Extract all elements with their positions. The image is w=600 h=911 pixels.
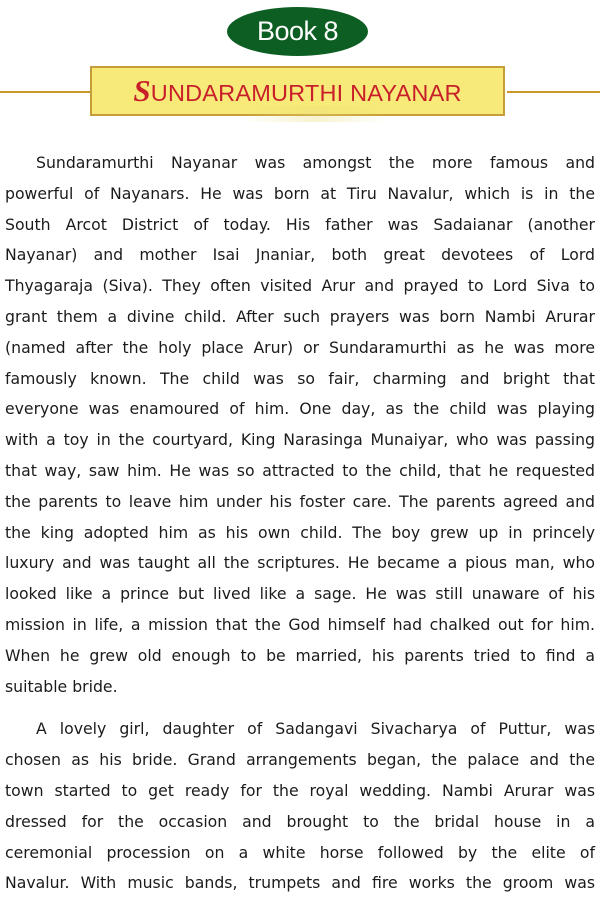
- text-line: dressed for the occasion and brought to the bridal house in a: [5, 811, 595, 831]
- text-line: (named after the holy place Arur) or Sundaramurthi as he was more: [5, 337, 595, 357]
- title-rule-right: [507, 91, 600, 93]
- paragraph-2: [5, 714, 595, 899]
- chapter-title: SUNDARAMURTHI NAYANAR: [133, 73, 462, 108]
- paragraph-1: [5, 148, 595, 702]
- text-line: Nayanar) and mother Isai Jnaniar, both great devotees of Lord: [5, 245, 595, 265]
- title-rule-left: [0, 91, 90, 93]
- text-line: ceremonial procession on a white horse followed by the elite of: [5, 842, 595, 862]
- text-line: everyone was enamoured of him. One day, as the child was playing: [5, 399, 595, 419]
- text-line: town started to get ready for the royal wedding. Nambi Arurar was: [5, 780, 595, 800]
- text-line: with a toy in the courtyard, King Narasinga Munaiyar, who was passing: [5, 430, 595, 450]
- title-ghost-reflection: [240, 106, 390, 122]
- text-line: famously known. The child was so fair, charming and bright that: [5, 368, 595, 388]
- text-line: Sundaramurthi Nayanar was amongst the more famous and: [36, 153, 595, 172]
- text-line: luxury and was taught all the scriptures. He became a pious man, who: [5, 553, 595, 573]
- text-line: grant them a divine child. After such prayers was born Nambi Arurar: [5, 306, 595, 326]
- text-line: South Arcot District of today. His father was Sadaianar (another: [5, 214, 595, 234]
- text-line: the king adopted him as his own child. The boy grew up in princely: [5, 522, 595, 542]
- book-number-label: Book 8: [256, 16, 339, 46]
- book-number-badge: [227, 7, 368, 56]
- text-line: Thyagaraja (Siva). They often visited Arur and prayed to Lord Siva to: [5, 276, 595, 296]
- text-line: looked like a prince but lived like a sage. He was still unaware of his: [5, 584, 595, 604]
- text-line: A lovely girl, daughter of Sadangavi Sivacharya of Puttur, was: [36, 719, 595, 739]
- text-line: mission in life, a mission that the God himself had chalked out for him.: [5, 614, 595, 634]
- text-line: suitable bride.: [5, 676, 118, 696]
- text-line: Navalur. With music bands, trumpets and fire works the groom was: [5, 873, 595, 893]
- text-line: powerful of Nayanars. He was born at Tiru Navalur, which is in the: [5, 183, 595, 203]
- text-line: that way, saw him. He was so attracted to the child, that he requested: [5, 460, 595, 480]
- body-text: [5, 148, 595, 899]
- text-line: When he grew old enough to be married, his parents tried to find a: [5, 645, 595, 665]
- text-line: chosen as his bride. Grand arrangements began, the palace and the: [5, 750, 595, 770]
- text-line: the parents to leave him under his foster care. The parents agreed and: [5, 491, 595, 511]
